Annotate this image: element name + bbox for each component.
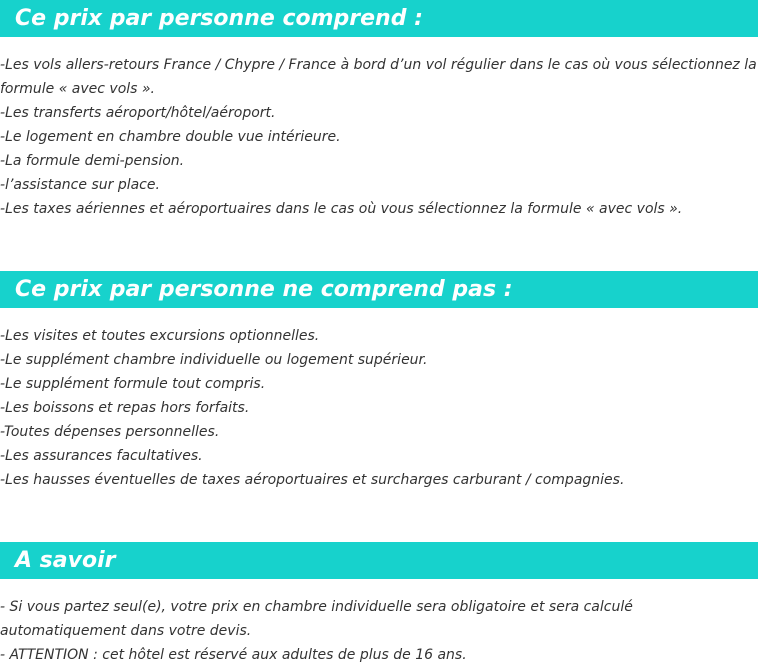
includes-list <box>0 37 758 271</box>
list-item: -Les taxes aériennes et aéroportuaires dans le cas où vous sélectionnez la formule « avec vols ». <box>0 201 683 217</box>
list-item: -Les visites et toutes excursions optionnelles. <box>0 328 320 344</box>
section-title-excludes: Ce prix par personne ne comprend pas : <box>0 271 758 308</box>
list-item: -Les hausses éventuelles de taxes aéroportuaires et surcharges carburant / compagnies. <box>0 472 625 488</box>
section-excludes <box>0 271 758 542</box>
section-title-includes: Ce prix par personne comprend : <box>0 0 758 37</box>
list-item: -Le supplément chambre individuelle ou logement supérieur. <box>0 352 428 368</box>
list-item: - Si vous partez seul(e), votre prix en chambre individuelle sera obligatoire et sera calculé automatiquement dans votre devis. <box>0 599 633 639</box>
list-item: -Les assurances facultatives. <box>0 448 203 464</box>
list-item: -Le logement en chambre double vue intérieure. <box>0 129 341 145</box>
excludes-list <box>0 308 758 542</box>
list-item: -Les vols allers-retours France / Chypre / France à bord d’un vol régulier dans le cas où vous sélectionnez la formule « avec vols ». <box>0 57 757 97</box>
list-item: -Toutes dépenses personnelles. <box>0 424 220 440</box>
section-includes <box>0 0 758 271</box>
section-title-info: A savoir <box>0 542 758 579</box>
list-item: - ATTENTION : cet hôtel est réservé aux adultes de plus de 16 ans. <box>0 647 467 663</box>
list-item: -Le supplément formule tout compris. <box>0 376 266 392</box>
list-item: -La formule demi-pension. <box>0 153 185 169</box>
list-item: -Les transferts aéroport/hôtel/aéroport. <box>0 105 276 121</box>
list-item: -l’assistance sur place. <box>0 177 160 193</box>
list-item: -Les boissons et repas hors forfaits. <box>0 400 250 416</box>
section-info <box>0 542 758 667</box>
info-list <box>0 579 758 667</box>
